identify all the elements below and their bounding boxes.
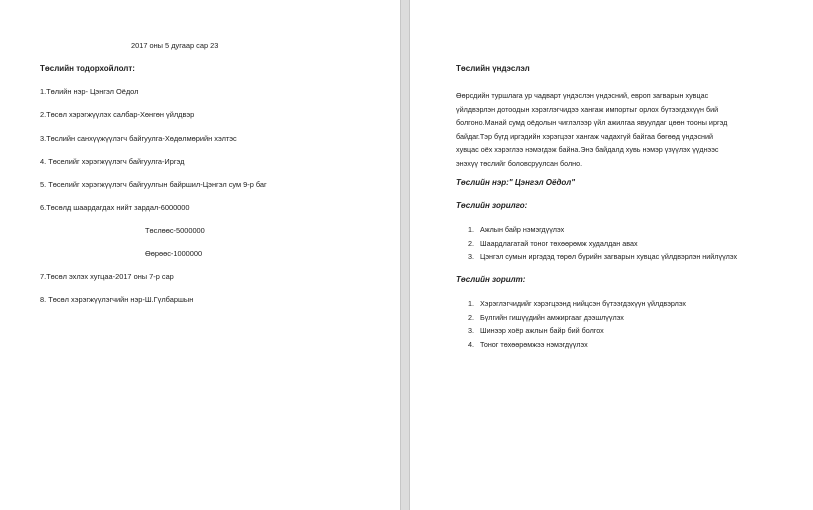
- page-left: [0, 0, 400, 510]
- paragraph-line: байдаг.Тэр бүгд иргэдийн хэрэгцээг хангаж чадахгүй байгаа бөгөөд үндэсний: [456, 131, 714, 141]
- project-name: Төслийн нэр:" Цэнгэл Оёдол": [456, 178, 576, 187]
- page-gutter: [400, 0, 410, 510]
- paragraph-line: болгоно.Манай сумд оёдолын чиглэлээр үйл ажилгаа явуулдаг цөөн тооны иргэд: [456, 118, 728, 127]
- rationale-paragraph: [456, 89, 776, 170]
- section-heading: Төслийн тодорхойлолт:: [40, 64, 135, 73]
- paragraph-line: хувцас оёх хэрэглээ нэмэгдэж байна.Энэ байдалд хувь нэмэр үзүүлэх үүднээс: [456, 145, 719, 154]
- section-heading: Төслийн үндэслэл: [456, 64, 530, 73]
- list-item: 3. Цэнгэл сумын иргэдэд төрөл бүрийн загварын хувцас үйлдвэрлэн нийлүүлэх: [468, 252, 738, 261]
- paragraph-line: үйлдвэрлэн дотоодын хэрэглэгчидээ хангаж импортыг орлох бүтээгдэхүүн бий: [456, 104, 719, 114]
- list-item: 1. Ажлын байр нэмэгдүүлэх: [468, 225, 565, 234]
- sub-amount: Төслөөс-5000000: [145, 226, 205, 235]
- list-item: 8. Төсөл хэрэгжүүлэгчийн нэр-Ш.Гүлбаршын: [40, 295, 194, 304]
- list-item: 1. Хэрэглэгчидийг хэрэгцээнд нийцсэн бүтээгдэхүүн үйлдвэрлэх: [468, 299, 687, 308]
- list-item: 5. Төселийг хэрэгжүүлэгч байгуулгын байршил-Цэнгэл сум 9-р баг: [40, 180, 267, 189]
- list-item: 3.Төслийн санхүүжүүлэгч байгуулга-Хөдөлмөрийн хэлтэс: [40, 134, 237, 143]
- list-item: 2.Төсөл хэрэгжүүлэх салбар-Хөнгөн үйлдвэр: [40, 110, 195, 119]
- paragraph-line: энэхүү төслийг боловсруулсан болно.: [456, 158, 583, 168]
- goal-list: [468, 223, 737, 264]
- sub-amount: Өөрөөс-1000000: [145, 249, 203, 258]
- list-item: 4. Төселийг хэрэгжүүлэгч байгуулга-Иргэд: [40, 157, 185, 166]
- list-item: 1.Төлийн нэр- Цэнгэл Оёдол: [40, 87, 139, 96]
- page-right: [410, 0, 813, 510]
- document-date: 2017 оны 5 дугаар сар 23: [131, 41, 219, 50]
- list-item: 3. Шинээр хоёр ажлын байр бий болгох: [468, 326, 604, 335]
- list-item: 7.Төсөл эхлэх хугцаа-2017 оны 7-р сар: [40, 272, 174, 281]
- list-item: 2. Шаардлагатай тоног төхөөрөмж худалдан авах: [468, 238, 638, 248]
- list-item: 4. Тоног төхөөрөмжээ нэмэгдүүлэх: [468, 339, 588, 349]
- goal-heading: Төслийн зорилго:: [456, 201, 528, 210]
- list-item: 2. Бүлгийн гишүүдийн амжиргааг дээшлүүлэх: [468, 312, 624, 322]
- paragraph-line: Өөрсдийн туршлага ур чадварт үндэслэн үндэсний, европ загварын хувцас: [456, 91, 709, 100]
- task-list: [468, 297, 686, 351]
- task-heading: Төслийн зорилт:: [456, 275, 526, 284]
- list-item: 6.Төсөлд шаардагдах нийт зардал-6000000: [40, 203, 190, 212]
